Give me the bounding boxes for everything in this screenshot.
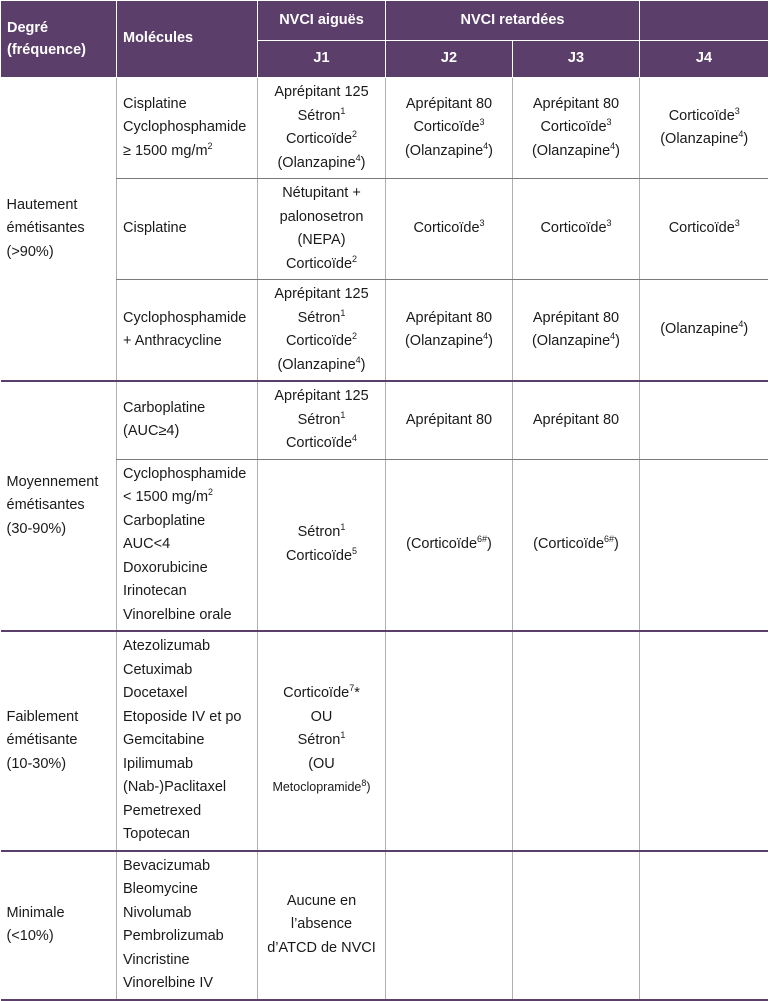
table-row — [1, 631, 768, 851]
header-delayed: NVCI retardées — [386, 1, 640, 41]
header-degree: Degré (fréquence) — [1, 1, 117, 78]
j1-cell: Sétron$^1$ Corticoïde$^5$ — [258, 459, 386, 631]
group-minimal: Minimale (<10%) — [1, 851, 117, 1000]
table-row — [1, 459, 768, 631]
j2-cell — [386, 851, 513, 1000]
molecules-cell: Bevacizumab Bleomycine Nivolumab Pembrolizumab Vincristine Vinorelbine IV — [117, 851, 258, 1000]
group-moderate: Moyennement émétisantes (30-90%) — [1, 381, 117, 631]
j1-cell: Aprépitant 125 Sétron$^1$ Corticoïde$^2$ (Olanzapine$^4$) — [258, 78, 386, 179]
j3-cell: Aprépitant 80 (Olanzapine$^4$) — [513, 280, 640, 382]
j3-cell: Aprépitant 80 — [513, 381, 640, 459]
molecules-cell: Carboplatine (AUC≥4) — [117, 381, 258, 459]
header-day-j4: J4 — [640, 40, 768, 78]
molecules-cell: Cyclophosphamide < 1500 $mg/m^2$ Carboplatine AUC<4 Doxorubicine Irinotecan Vinorelbine orale — [117, 459, 258, 631]
j2-cell: Aprépitant 80 (Olanzapine$^4$) — [386, 280, 513, 382]
j4-cell: Corticoïde$^3$ — [640, 179, 768, 280]
j4-cell — [640, 459, 768, 631]
header-day-j3: J3 — [513, 40, 640, 78]
molecules-cell: Cisplatine Cyclophosphamide ≥ 1500 $mg/m^2$ — [117, 78, 258, 179]
molecules-cell: Cyclophosphamide + Anthracycline — [117, 280, 258, 382]
j4-cell: (Olanzapine$^4$) — [640, 280, 768, 382]
j2-cell — [386, 631, 513, 851]
table-row — [1, 851, 768, 1000]
j1-cell: Nétupitant + palonosetron (NEPA) Corticoïde$^2$ — [258, 179, 386, 280]
header-day-j1: J1 — [258, 40, 386, 78]
header-day-j2: J2 — [386, 40, 513, 78]
j2-cell: Aprépitant 80 Corticoïde$^3$ (Olanzapine$^4$) — [386, 78, 513, 179]
j3-cell — [513, 851, 640, 1000]
table-row — [1, 280, 768, 382]
j2-cell: Corticoïde$^3$ — [386, 179, 513, 280]
j1-cell: Aprépitant 125 Sétron$^1$ Corticoïde$^2$ (Olanzapine$^4$) — [258, 280, 386, 382]
header-molecules: Molécules — [117, 1, 258, 78]
j3-cell: Aprépitant 80 Corticoïde$^3$ (Olanzapine$^4$) — [513, 78, 640, 179]
j4-cell — [640, 851, 768, 1000]
header-blank — [640, 1, 768, 41]
j2-cell: (Corticoïde$^{6\#}$) — [386, 459, 513, 631]
j3-cell: Corticoïde$^3$ — [513, 179, 640, 280]
j1-cell: Aprépitant 125 Sétron$^1$ Corticoïde$^4$ — [258, 381, 386, 459]
j4-cell — [640, 381, 768, 459]
j3-cell — [513, 631, 640, 851]
header-acute: NVCI aiguës — [258, 1, 386, 41]
j1-cell: Aucune en l’absence d’ATCD de NVCI — [258, 851, 386, 1000]
group-high: Hautement émétisantes (>90%) — [1, 78, 117, 382]
j1-cell: Corticoïde$^7$* OU Sétron$^1$ (OU Metoclopramide$^8$) — [258, 631, 386, 851]
j4-cell — [640, 631, 768, 851]
table-row — [1, 381, 768, 459]
table-row — [1, 78, 768, 179]
group-low: Faiblement émétisante (10-30%) — [1, 631, 117, 851]
molecules-cell: Cisplatine — [117, 179, 258, 280]
j4-cell: Corticoïde$^3$ (Olanzapine$^4$) — [640, 78, 768, 179]
table-row — [1, 179, 768, 280]
j3-cell: (Corticoïde$^{6\#}$) — [513, 459, 640, 631]
molecules-cell: Atezolizumab Cetuximab Docetaxel Etoposide IV et po Gemcitabine Ipilimumab (Nab-)Paclitaxel Pemetrexed Topotecan — [117, 631, 258, 851]
j2-cell: Aprépitant 80 — [386, 381, 513, 459]
